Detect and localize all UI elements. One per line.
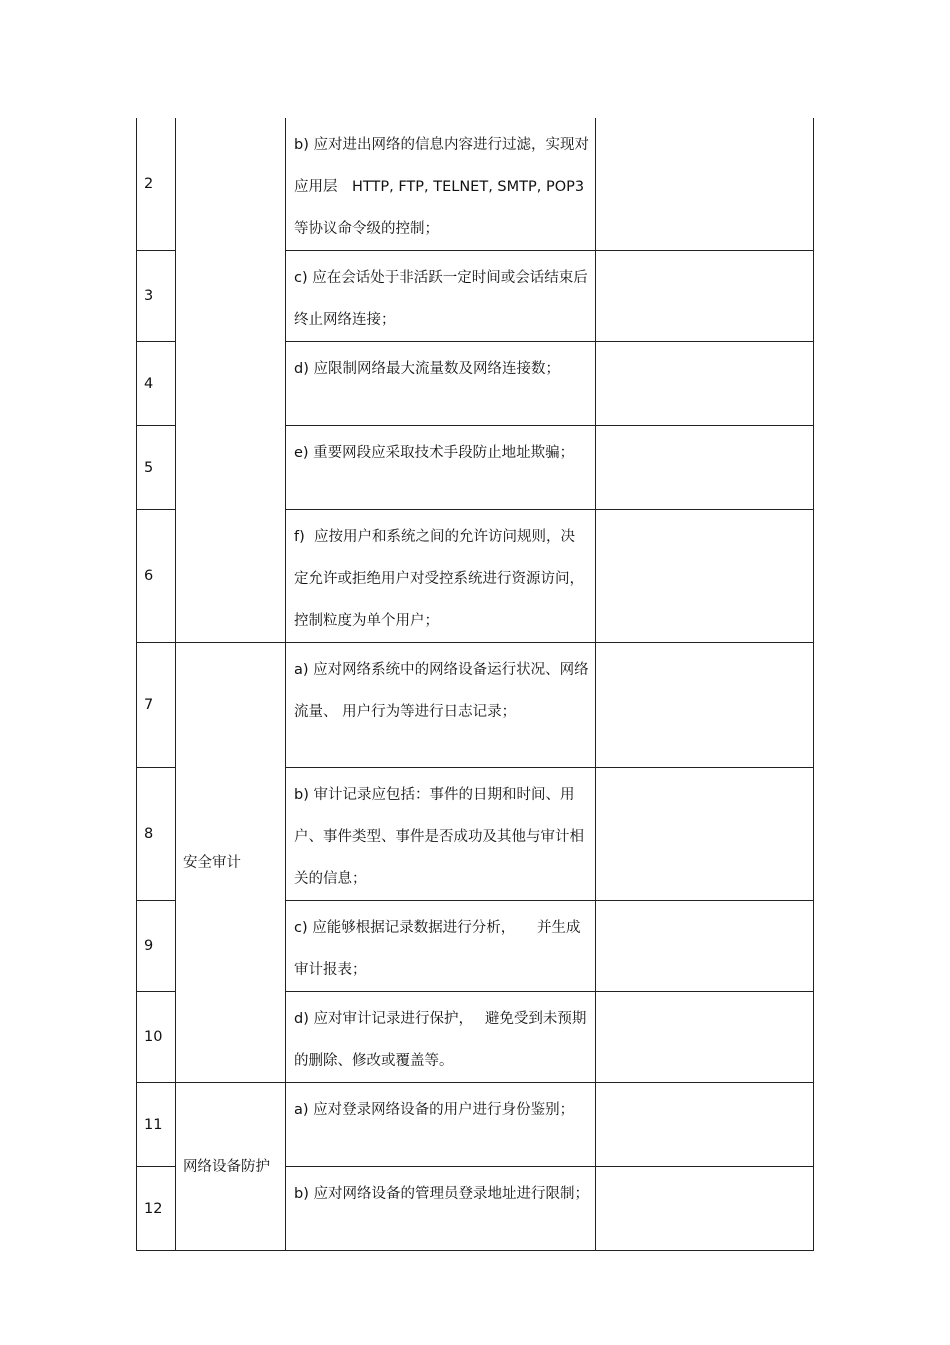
category-cell-security-audit: 安全审计 xyxy=(176,643,286,1083)
category-cell-access-control xyxy=(176,118,286,643)
result-cell xyxy=(596,510,814,643)
requirement-text: d) 应对审计记录进行保护， 避免受到未预期的删除、修改或覆盖等。 xyxy=(294,1011,587,1069)
row-number: 12 xyxy=(137,1167,176,1251)
row-number: 5 xyxy=(137,426,176,510)
row-number: 10 xyxy=(137,992,176,1083)
requirement-cell xyxy=(286,768,596,901)
result-cell xyxy=(596,643,814,768)
result-cell xyxy=(596,1167,814,1251)
result-cell xyxy=(596,992,814,1083)
row-number: 11 xyxy=(137,1083,176,1167)
requirement-cell xyxy=(286,118,596,251)
requirement-text: c) 应在会话处于非活跃一定时间或会话结束后终止网络连接； xyxy=(294,270,588,328)
requirement-cell xyxy=(286,426,596,510)
result-cell xyxy=(596,342,814,426)
result-cell xyxy=(596,1083,814,1167)
row-number: 4 xyxy=(137,342,176,426)
requirement-cell xyxy=(286,342,596,426)
row-number: 9 xyxy=(137,901,176,992)
requirement-text: d) 应限制网络最大流量数及网络连接数； xyxy=(294,361,560,377)
requirement-cell xyxy=(286,1167,596,1251)
category-cell-device-protection: 网络设备防护 xyxy=(176,1083,286,1251)
result-cell xyxy=(596,118,814,251)
requirement-text: b) 审计记录应包括：事件的日期和时间、用户、事件类型、事件是否成功及其他与审计相关的信息； xyxy=(294,787,584,887)
requirement-text: b) 应对进出网络的信息内容进行过滤，实现对应用层 HTTP, FTP, TELNET, SMTP, POP3等协议命令级的控制； xyxy=(294,137,589,237)
requirement-text: e) 重要网段应采取技术手段防止地址欺骗； xyxy=(294,445,575,461)
result-cell xyxy=(596,901,814,992)
requirement-cell xyxy=(286,1083,596,1167)
requirement-cell xyxy=(286,510,596,643)
requirement-text: b) 应对网络设备的管理员登录地址进行限制； xyxy=(294,1186,589,1202)
table-row xyxy=(137,1083,814,1167)
row-number: 6 xyxy=(137,510,176,643)
row-number: 3 xyxy=(137,251,176,342)
row-number: 7 xyxy=(137,643,176,768)
row-number: 2 xyxy=(137,118,176,251)
requirement-text: c) 应能够根据记录数据进行分析， 并生成审计报表； xyxy=(294,920,581,978)
result-cell xyxy=(596,426,814,510)
requirement-text: f) 应按用户和系统之间的允许访问规则，决定允许或拒绝用户对受控系统进行资源访问，控制粒度为单个用户； xyxy=(294,529,584,629)
requirement-cell xyxy=(286,251,596,342)
result-cell xyxy=(596,251,814,342)
requirement-cell xyxy=(286,901,596,992)
row-number: 8 xyxy=(137,768,176,901)
requirement-text: a) 应对网络系统中的网络设备运行状况、网络流量、 用户行为等进行日志记录； xyxy=(294,662,589,720)
requirements-table xyxy=(136,118,814,1251)
requirement-cell xyxy=(286,643,596,768)
table-row xyxy=(137,118,814,251)
table-row xyxy=(137,643,814,768)
requirement-cell xyxy=(286,992,596,1083)
result-cell xyxy=(596,768,814,901)
requirement-text: a) 应对登录网络设备的用户进行身份鉴别； xyxy=(294,1102,575,1118)
